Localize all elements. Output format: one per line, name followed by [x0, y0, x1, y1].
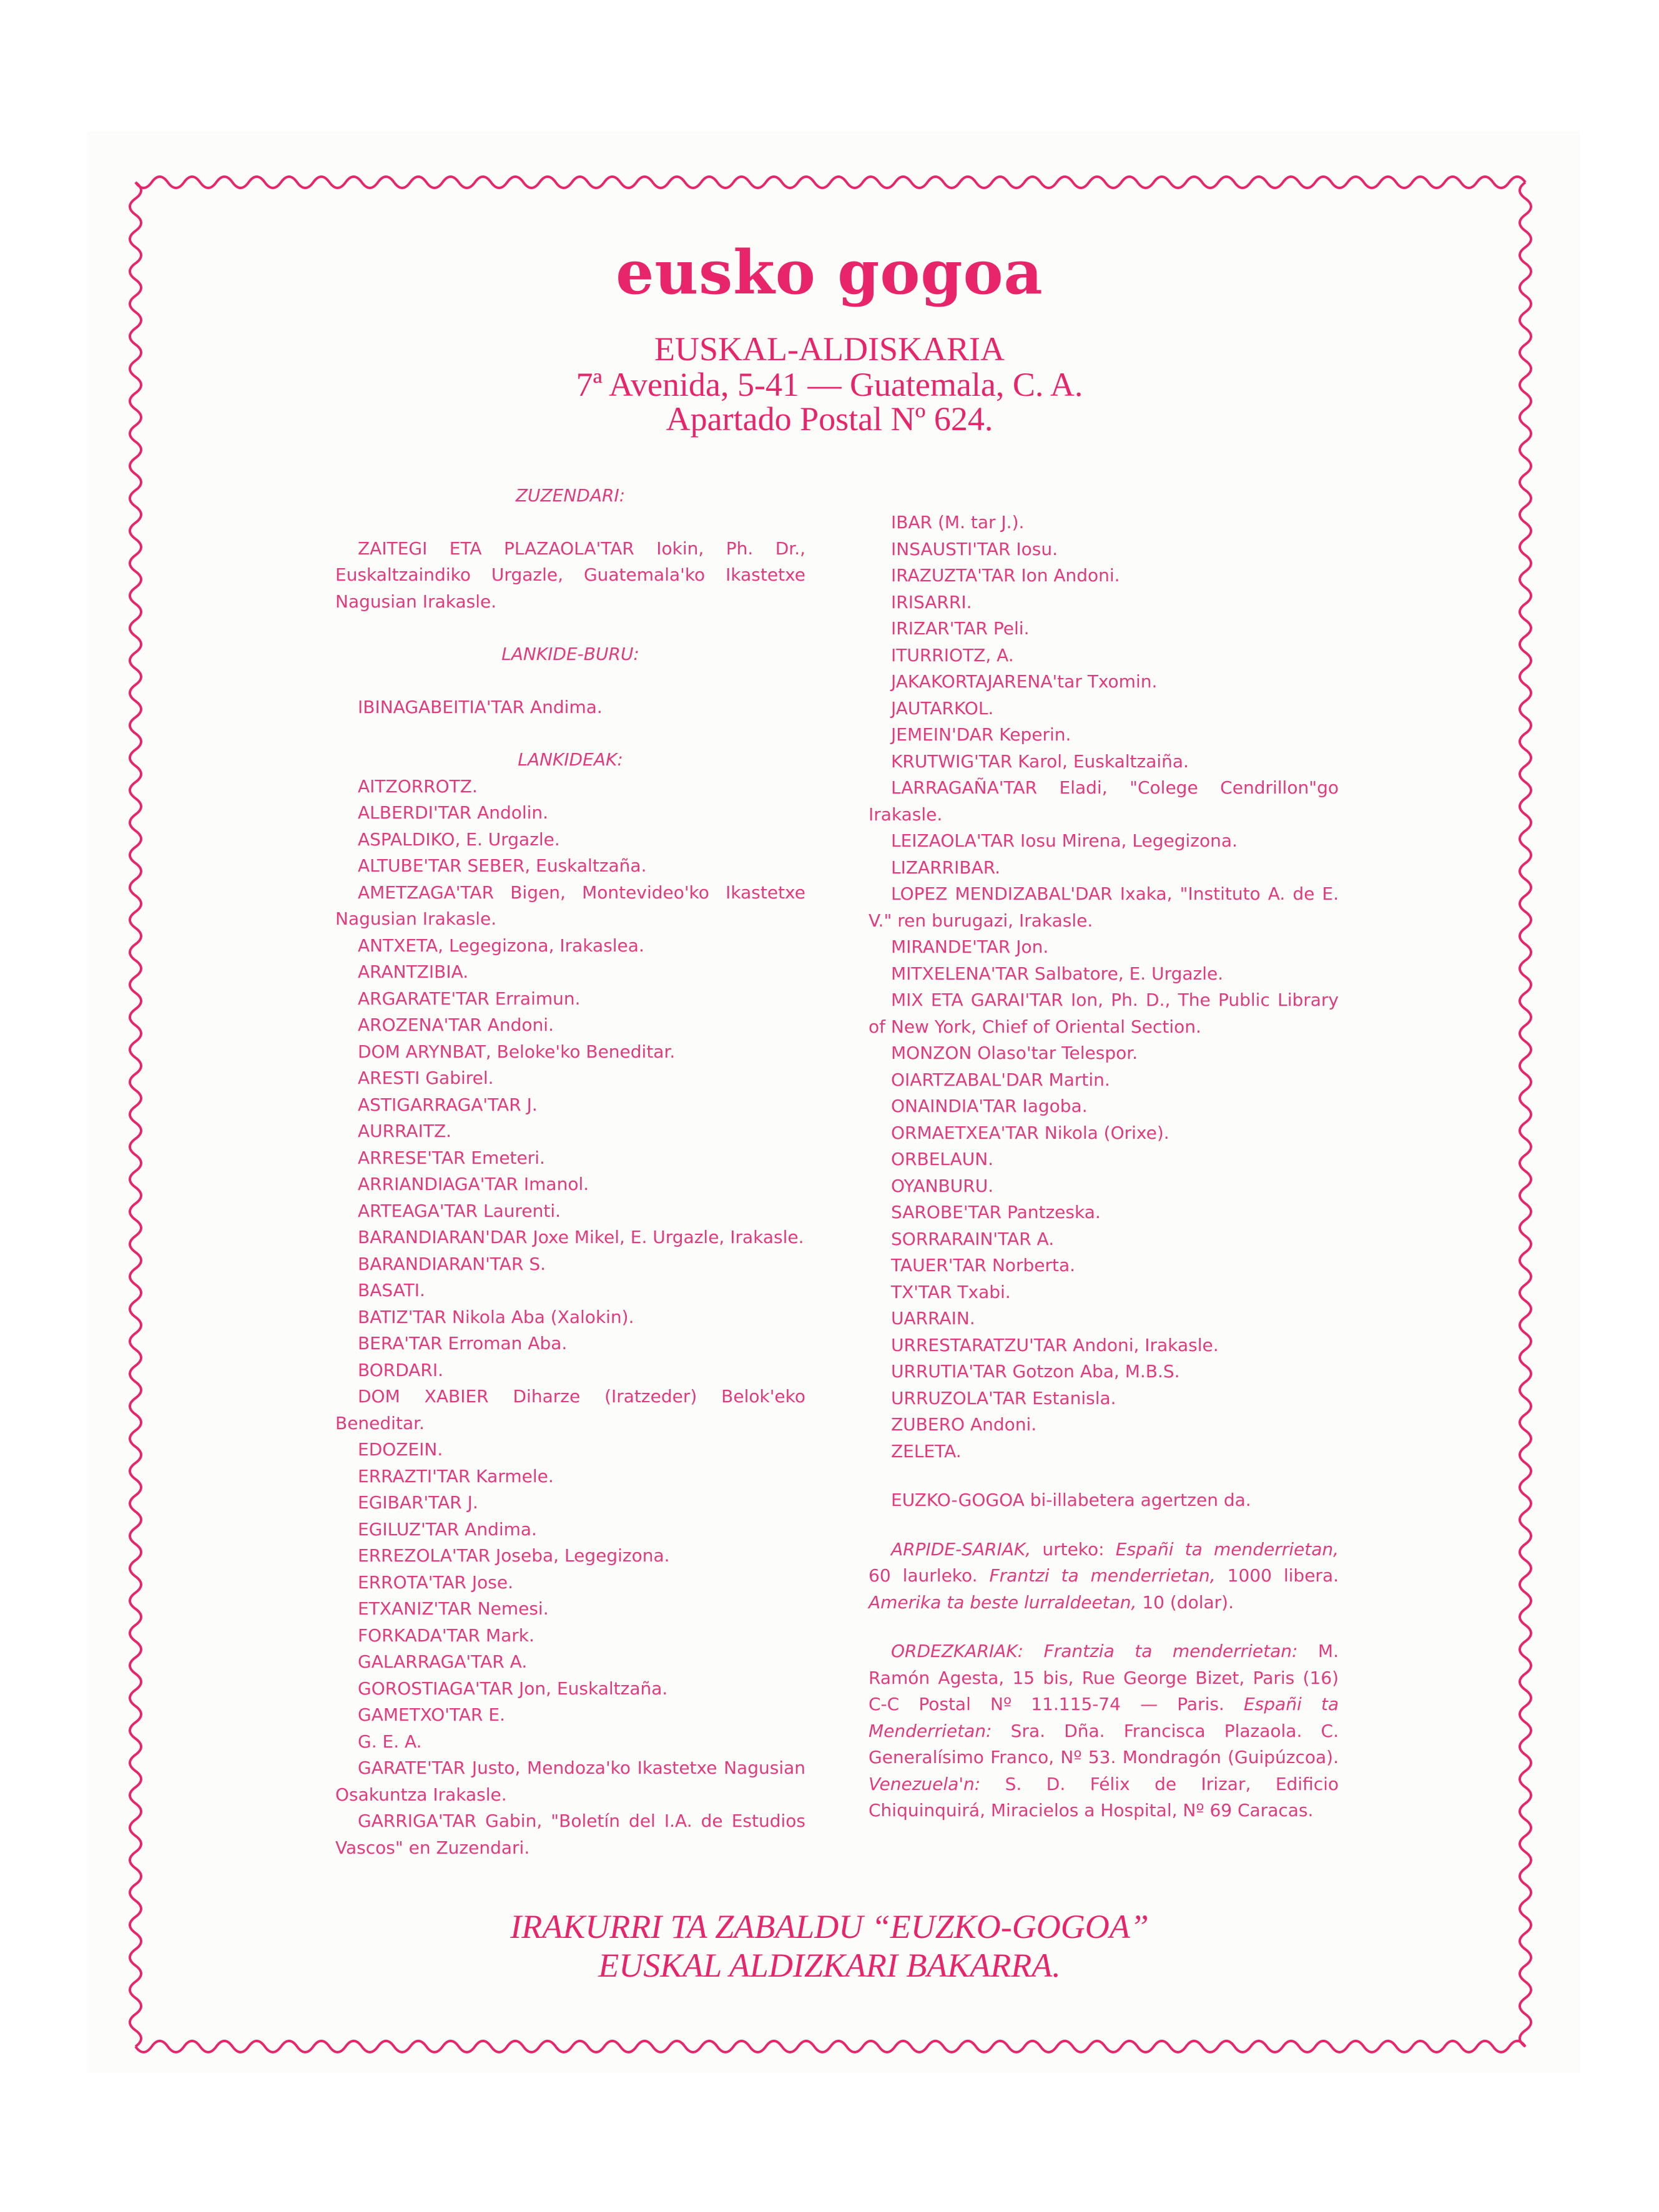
list-item: ARRESE'TAR Emeteri.: [358, 1147, 545, 1168]
lankideak-list: [335, 774, 805, 1862]
list-item: ARRIANDIAGA'TAR Imanol.: [358, 1174, 589, 1194]
list-item: GARRIGA'TAR Gabin, "Boletín del I.A. de Estudios Vascos" en Zuzendari.: [335, 1811, 805, 1858]
heading-zuzendari: ZUZENDARI:: [515, 485, 626, 506]
list-item: ANTXETA, Legegizona, Irakaslea.: [358, 935, 644, 956]
representatives: ORDEZKARIAK: Frantzia ta menderrietan: M. Ramón Agesta, 15 bis, Rue George Bizet, Paris (16) C-C Postal Nº 11.115-74 — Paris. Españi ta Menderrietan: Sra. Dña. Francisca Plazaola. C. Generalísimo Franco, Nº 53. Mondragón (Guipúzcoa). Venezuela'n: S. D. Félix de Irizar, Edificio Chiquinquirá, Miracielos a Hospital, Nº 69 Caracas.: [869, 1641, 1339, 1821]
list-item: LOPEZ MENDIZABAL'DAR Ixaka, "Instituto A. de E. V." ren burugazi, Irakasle.: [869, 883, 1339, 931]
list-item: ARANTZIBIA.: [358, 961, 469, 982]
heading-lankide-buru: LANKIDE-BURU:: [501, 644, 639, 664]
list-item: ERREZOLA'TAR Joseba, Legegizona.: [358, 1545, 670, 1566]
list-item: ORMAETXEA'TAR Nikola (Orixe).: [891, 1122, 1169, 1143]
list-item: BATIZ'TAR Nikola Aba (Xalokin).: [358, 1306, 634, 1327]
list-item: SAROBE'TAR Pantzeska.: [891, 1202, 1101, 1222]
list-item: ERRAZTI'TAR Karmele.: [358, 1465, 554, 1487]
lankide-buru-entry: IBINAGABEITIA'TAR Andima.: [358, 696, 603, 717]
list-item: DOM XABIER Diharze (Iratzeder) Belok'eko Beneditar.: [335, 1386, 805, 1433]
heading-lankideak: LANKIDEAK:: [518, 749, 623, 770]
list-item: EGILUZ'TAR Andima.: [358, 1518, 537, 1540]
list-item: ARTEAGA'TAR Laurenti.: [358, 1200, 561, 1221]
list-item: GOROSTIAGA'TAR Jon, Euskaltzaña.: [358, 1678, 668, 1699]
subtitle-line-2: 7ª Avenida, 5-41 — Guatemala, C. A.: [576, 366, 1083, 403]
list-item: AITZORROTZ.: [358, 775, 478, 797]
list-item: ARGARATE'TAR Erraimun.: [358, 988, 581, 1009]
border-wave: [1520, 182, 1531, 2047]
list-item: ARESTI Gabirel.: [358, 1068, 494, 1088]
list-item: AMETZAGA'TAR Bigen, Montevideo'ko Ikastetxe Nagusian Irakasle.: [335, 882, 805, 929]
list-item: MONZON Olaso'tar Telespor.: [891, 1043, 1138, 1063]
list-item: BERA'TAR Erroman Aba.: [358, 1333, 568, 1354]
list-item: ZUBERO Andoni.: [891, 1414, 1037, 1435]
list-item: KRUTWIG'TAR Karol, Euskaltzaiña.: [891, 750, 1189, 772]
list-item: INSAUSTI'TAR Iosu.: [891, 538, 1058, 559]
list-item: MIRANDE'TAR Jon.: [891, 936, 1049, 957]
list-item: ASTIGARRAGA'TAR J.: [358, 1094, 538, 1115]
list-item: LEIZAOLA'TAR Iosu Mirena, Legegizona.: [891, 830, 1238, 851]
list-item: FORKADA'TAR Mark.: [358, 1625, 534, 1646]
frequency-note: EUZKO-GOGOA bi-illabetera agertzen da.: [891, 1490, 1251, 1510]
subtitle-line-1: EUSKAL-ALDISKARIA: [654, 330, 1005, 368]
list-item: URRUZOLA'TAR Estanisla.: [891, 1387, 1116, 1408]
list-item: URRESTARATZU'TAR Andoni, Irakasle.: [891, 1334, 1219, 1355]
list-item: TAUER'TAR Norberta.: [891, 1255, 1075, 1276]
list-item: GARATE'TAR Justo, Mendoza'ko Ikastetxe Nagusian Osakuntza Irakasle.: [335, 1757, 805, 1805]
list-item: OYANBURU.: [891, 1175, 994, 1196]
footer-line-1: IRAKURRI TA ZABALDU “EUZKO-GOGOA”: [510, 1908, 1149, 1945]
subscription-prices: ARPIDE-SARIAK, urteko: Españi ta menderrietan, 60 laurleko. Frantzi ta menderrietan, 1000 libera. Amerika ta beste lurraldeetan, 10 (dolar).: [869, 1538, 1339, 1613]
masthead-title: eusko gogoa: [616, 237, 1043, 308]
list-item: G. E. A.: [358, 1731, 422, 1752]
lankideak-list-continued: [869, 509, 1339, 1465]
list-item: ASPALDIKO, E. Urgazle.: [358, 828, 560, 850]
list-item: JAUTARKOL.: [891, 697, 994, 719]
list-item: EDOZEIN.: [358, 1439, 443, 1460]
list-item: MIX ETA GARAI'TAR Ion, Ph. D., The Public Library of New York, Chief of Oriental Section.: [869, 990, 1339, 1037]
list-item: ALBERDI'TAR Andolin.: [358, 802, 549, 823]
list-item: LIZARRIBAR.: [891, 857, 1001, 878]
list-item: URRUTIA'TAR Gotzon Aba, M.B.S.: [891, 1361, 1180, 1382]
list-item: IBAR (M. tar J.).: [891, 512, 1025, 533]
list-item: SORRARAIN'TAR A.: [891, 1228, 1055, 1249]
zuzendari-entry: ZAITEGI ETA PLAZAOLA'TAR Iokin, Ph. Dr., Euskaltzaindiko Urgazle, Guatemala'ko Ikastetxe Nagusian Irakasle.: [335, 538, 805, 612]
list-item: ZELETA.: [891, 1440, 962, 1462]
list-item: BASATI.: [358, 1280, 425, 1300]
subtitle-line-3: Apartado Postal Nº 624.: [666, 400, 993, 438]
list-item: OIARTZABAL'DAR Martin.: [891, 1069, 1110, 1090]
footer-slogan: [0, 1907, 1659, 1985]
border-wave: [135, 177, 1525, 188]
list-item: ITURRIOTZ, A.: [891, 644, 1014, 666]
list-item: GALARRAGA'TAR A.: [358, 1651, 528, 1672]
list-item: ORBELAUN.: [891, 1149, 994, 1169]
left-column: [335, 483, 805, 1861]
list-item: TX'TAR Txabi.: [891, 1281, 1011, 1302]
list-item: JAKAKORTAJARENA'tar Txomin.: [891, 671, 1158, 692]
list-item: ERROTA'TAR Jose.: [358, 1571, 513, 1593]
footer-line-2: EUSKAL ALDIZKARI BAKARRA.: [598, 1947, 1061, 1984]
list-item: BORDARI.: [358, 1359, 444, 1380]
list-item: LARRAGAÑA'TAR Eladi, "Colege Cendrillon"go Irakasle.: [869, 777, 1339, 825]
list-item: ONAINDIA'TAR Iagoba.: [891, 1096, 1088, 1116]
right-column: [869, 509, 1339, 1824]
list-item: BARANDIARAN'TAR S.: [358, 1253, 546, 1274]
border-wave: [130, 182, 141, 2047]
list-item: DOM ARYNBAT, Beloke'ko Beneditar.: [358, 1041, 676, 1062]
list-item: BARANDIARAN'DAR Joxe Mikel, E. Urgazle, Irakasle.: [358, 1227, 804, 1247]
list-item: IRISARRI.: [891, 591, 972, 612]
list-item: AURRAITZ.: [358, 1121, 452, 1141]
list-item: MITXELENA'TAR Salbatore, E. Urgazle.: [891, 963, 1224, 984]
list-item: ETXANIZ'TAR Nemesi.: [358, 1598, 549, 1619]
list-item: JEMEIN'DAR Keperin.: [891, 724, 1071, 745]
list-item: IRAZUZTA'TAR Ion Andoni.: [891, 565, 1120, 586]
list-item: EGIBAR'TAR J.: [358, 1492, 478, 1513]
list-item: ALTUBE'TAR SEBER, Euskaltzaña.: [358, 855, 647, 876]
border-wave: [135, 2041, 1525, 2052]
list-item: UARRAIN.: [891, 1308, 975, 1329]
list-item: IRIZAR'TAR Peli.: [891, 618, 1030, 639]
list-item: GAMETXO'TAR E.: [358, 1704, 505, 1725]
list-item: AROZENA'TAR Andoni.: [358, 1015, 554, 1035]
